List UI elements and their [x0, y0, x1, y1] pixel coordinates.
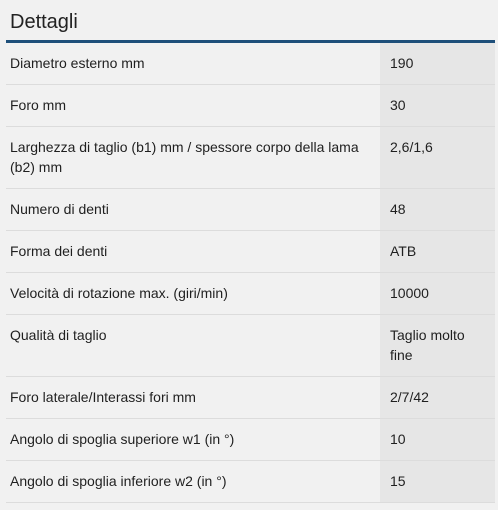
- row-value: 2/7/42: [380, 377, 495, 418]
- row-label: Velocità di rotazione max. (giri/min): [10, 285, 228, 301]
- row-value: 10: [380, 419, 495, 460]
- row-label: Numero di denti: [10, 201, 109, 217]
- table-row: [6, 231, 495, 273]
- details-table: [6, 43, 495, 503]
- section-title: Dettagli: [10, 11, 78, 33]
- table-row: [6, 43, 495, 85]
- details-panel: [6, 0, 495, 510]
- row-label: Angolo di spoglia inferiore w2 (in °): [10, 473, 227, 489]
- row-value: 10000: [380, 273, 495, 314]
- row-value: 30: [380, 85, 495, 126]
- table-row: [6, 273, 495, 315]
- row-value: 15: [380, 461, 495, 502]
- row-label: Diametro esterno mm: [10, 55, 145, 71]
- table-row: [6, 85, 495, 127]
- table-row: [6, 189, 495, 231]
- row-label: Foro laterale/Interassi fori mm: [10, 389, 196, 405]
- table-row: [6, 461, 495, 503]
- row-label: Forma dei denti: [10, 243, 108, 259]
- row-value: ATB: [380, 231, 495, 272]
- row-label: Larghezza di taglio (b1) mm / spessore corpo della lama (b2) mm: [10, 139, 359, 175]
- row-value: 190: [380, 43, 495, 84]
- table-row: [6, 127, 495, 189]
- table-row: [6, 377, 495, 419]
- table-row: [6, 315, 495, 377]
- row-value: Taglio molto fine: [380, 315, 495, 376]
- row-value: 2,6/1,6: [380, 127, 495, 188]
- row-label: Angolo di spoglia superiore w1 (in °): [10, 431, 235, 447]
- table-row: [6, 419, 495, 461]
- row-label: Qualità di taglio: [10, 327, 107, 343]
- row-value: 48: [380, 189, 495, 230]
- row-label: Foro mm: [10, 97, 66, 113]
